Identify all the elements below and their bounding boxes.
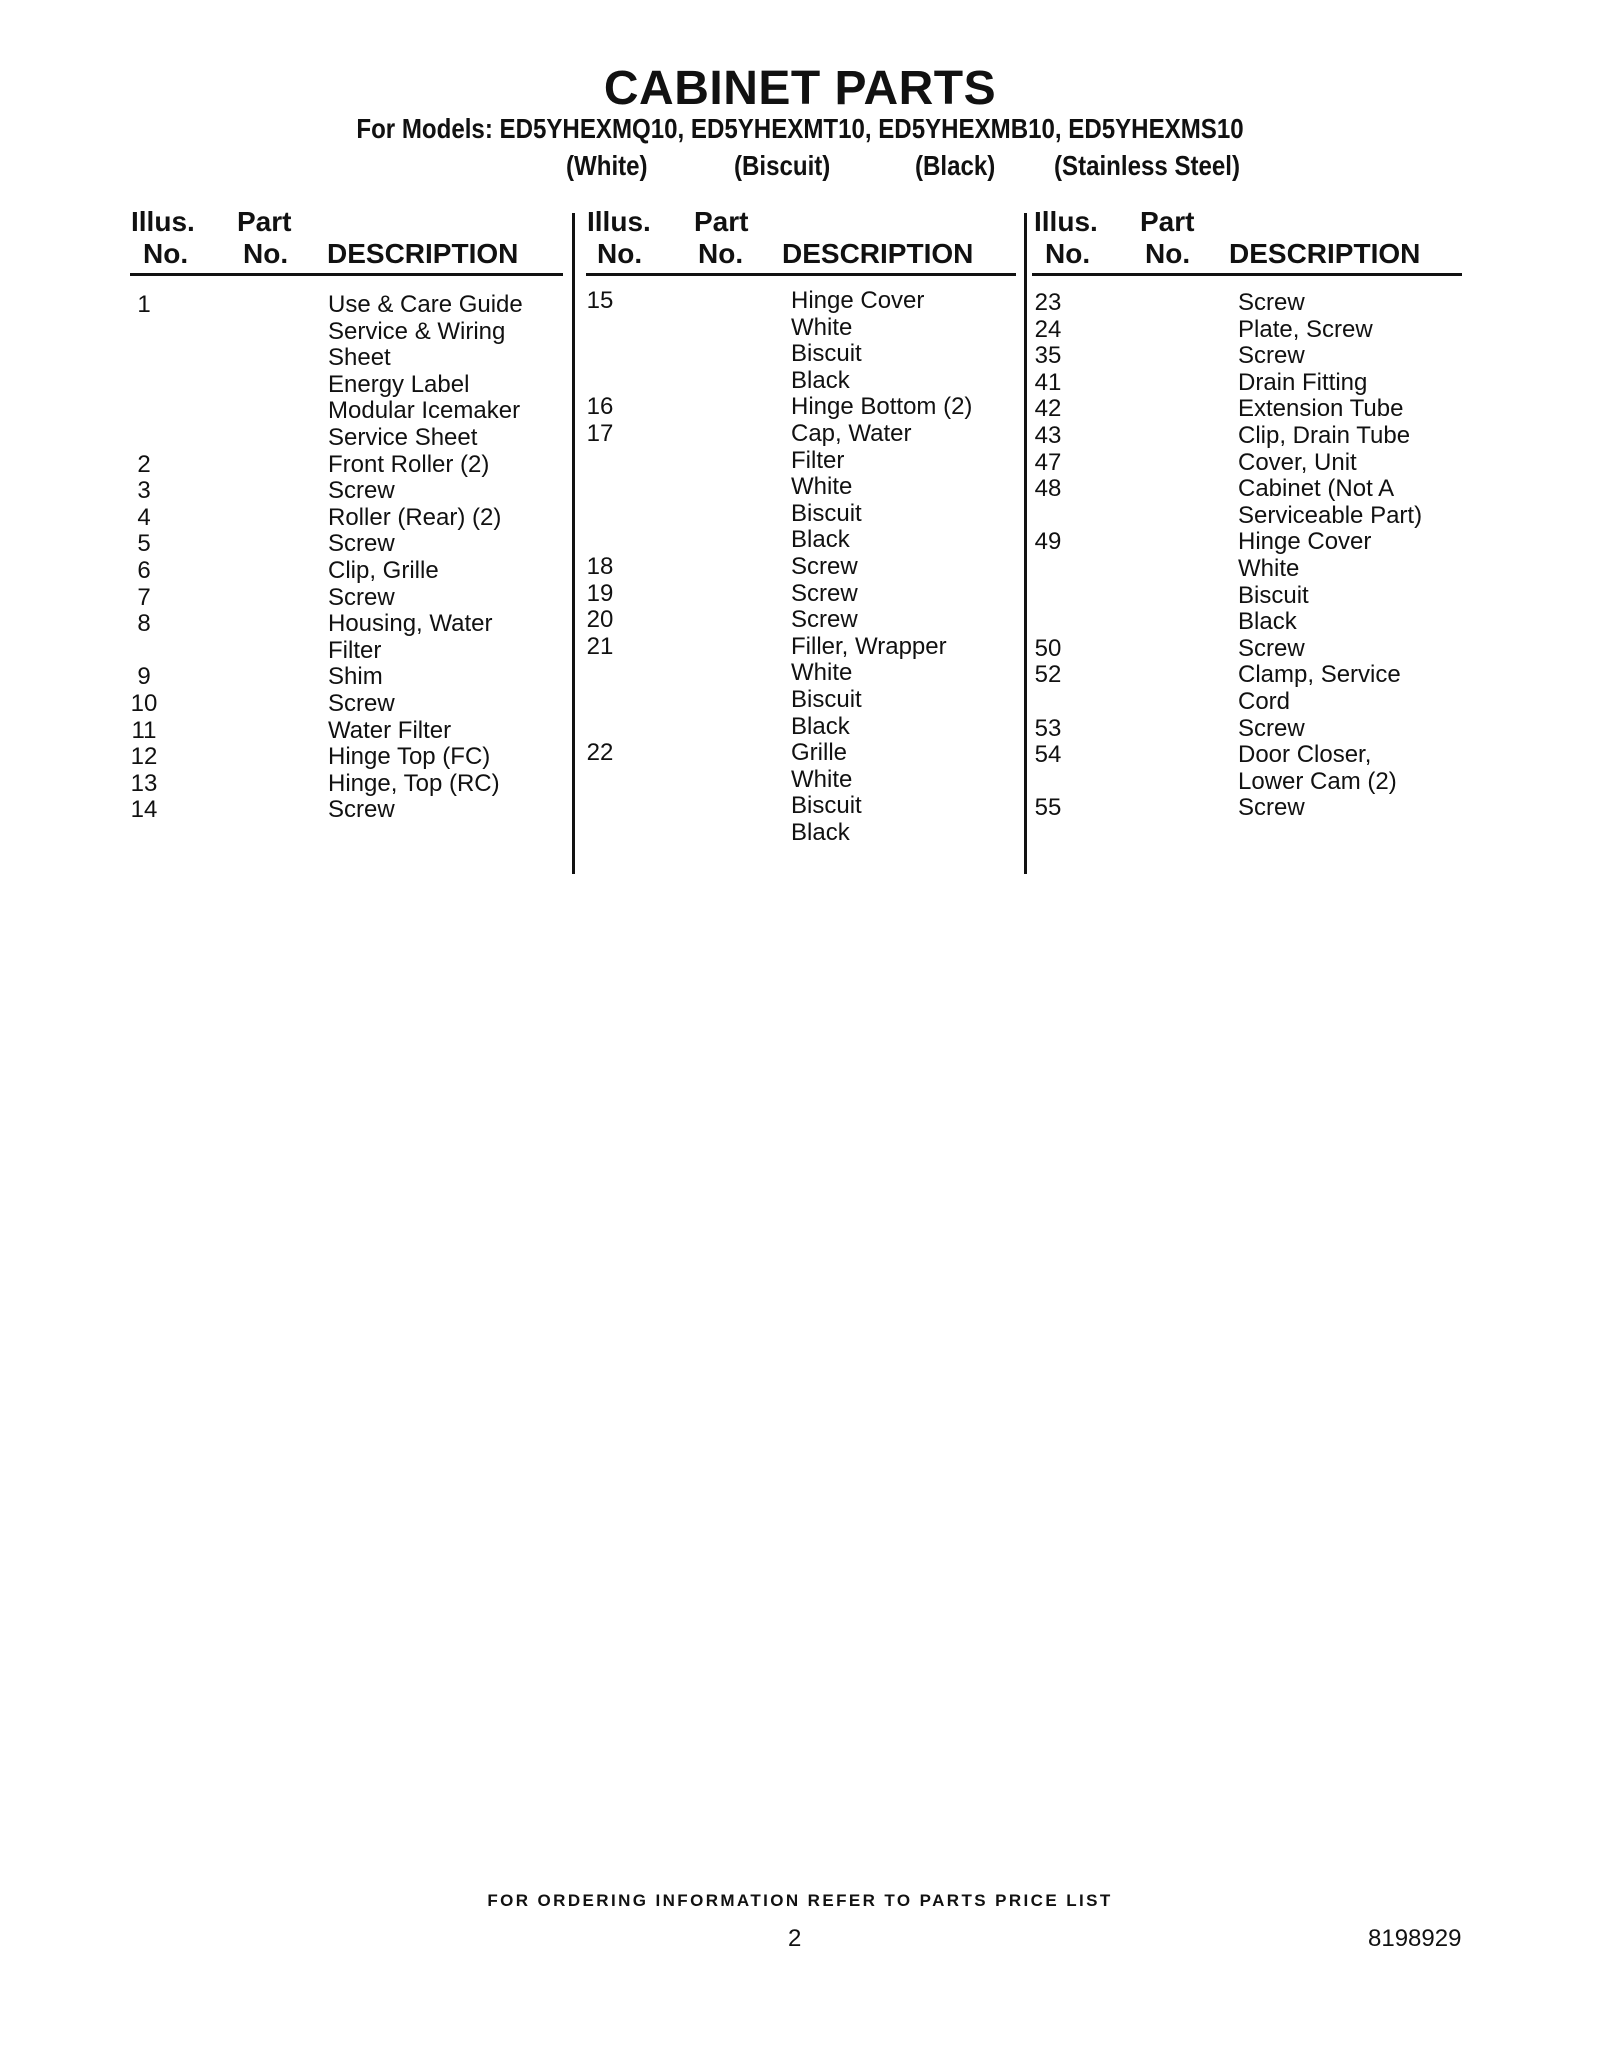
page-title: CABINET PARTS <box>603 62 997 115</box>
column-divider <box>572 213 575 874</box>
illus-number: 10 <box>130 689 158 717</box>
document-number: 8198929 <box>1368 1925 1462 1952</box>
part-description: Screw <box>328 530 395 558</box>
illus-number: 1 <box>137 291 151 318</box>
part-header: Part <box>237 206 292 237</box>
part-description: Biscuit <box>791 340 862 368</box>
part-description: Hinge Cover <box>1238 528 1372 556</box>
part-description: Biscuit <box>791 685 862 713</box>
illus-header: Illus. <box>587 206 651 237</box>
illus-number: 8 <box>137 610 151 638</box>
illus-number: 9 <box>137 663 151 691</box>
part-description: Screw <box>1238 634 1305 662</box>
illus-number: 53 <box>1034 714 1062 742</box>
part-description: Filter <box>328 636 382 664</box>
illus-number: 12 <box>130 743 158 771</box>
illus-number: 52 <box>1034 661 1062 689</box>
illus-number: 20 <box>586 606 614 634</box>
part-description: Extension Tube <box>1238 395 1404 423</box>
part-description: Roller (Rear) (2) <box>328 503 502 531</box>
part-description: White <box>791 473 853 501</box>
part-description: Cover, Unit <box>1238 448 1357 476</box>
illus-number: 23 <box>1034 289 1062 316</box>
variant-black: (Black) <box>915 150 996 181</box>
part-description: Filter <box>791 446 845 474</box>
illus-number: 19 <box>586 579 614 607</box>
color-variants <box>0 150 1600 186</box>
model-list: For Models: ED5YHEXMQ10, ED5YHEXMT10, ED5YHEXMB10, ED5YHEXMS10 <box>356 113 1244 144</box>
part-header: Part <box>694 206 749 237</box>
illus-number: 15 <box>586 287 614 314</box>
part-description: Screw <box>1238 289 1305 316</box>
column-2-rule <box>586 273 1016 276</box>
part-description: Hinge Cover <box>791 287 925 314</box>
illus-number: 16 <box>586 393 614 421</box>
illus-number: 14 <box>130 796 158 824</box>
part-description: Black <box>791 366 850 394</box>
part-description: Screw <box>1238 342 1305 370</box>
part-description: White <box>791 313 853 341</box>
part-description: Clip, Drain Tube <box>1238 421 1411 449</box>
part-description: Grille <box>791 739 848 767</box>
illus-header: Illus. <box>131 206 195 237</box>
part-description: Black <box>791 818 850 846</box>
illus-number: 17 <box>586 419 614 447</box>
illus-number: 47 <box>1034 448 1062 476</box>
variant-biscuit: (Biscuit) <box>734 150 831 181</box>
part-description: White <box>791 659 853 687</box>
part-description: Hinge Bottom (2) <box>791 393 973 421</box>
part-description: Biscuit <box>1238 581 1309 609</box>
part-description: Service & Wiring <box>328 317 506 345</box>
part-description: Lower Cam (2) <box>1238 767 1397 795</box>
part-description: Biscuit <box>791 499 862 527</box>
illus-number: 13 <box>130 769 158 797</box>
illus-number: 6 <box>137 556 151 584</box>
part-description: Plate, Screw <box>1238 315 1373 343</box>
part-description: Screw <box>328 583 395 611</box>
variant-stainless-steel: (Stainless Steel) <box>1054 150 1241 181</box>
part-description: White <box>791 765 853 793</box>
part-description: Serviceable Part) <box>1238 501 1423 529</box>
part-description: Screw <box>1238 794 1305 822</box>
illus-number: 41 <box>1034 368 1062 396</box>
illus-number: 55 <box>1034 794 1062 822</box>
illus-no-header: No. <box>597 238 643 269</box>
illus-number: 35 <box>1034 342 1062 370</box>
part-description: Biscuit <box>791 792 862 820</box>
illus-number: 48 <box>1034 475 1062 503</box>
variant-white: (White) <box>566 150 648 181</box>
part-description: Cord <box>1238 687 1291 715</box>
column-3-rule <box>1032 273 1462 276</box>
part-description: Energy Label <box>328 370 470 398</box>
part-no-header: No. <box>1145 238 1191 269</box>
part-description: White <box>1238 554 1300 582</box>
page-number: 2 <box>788 1925 802 1952</box>
part-description: Hinge, Top (RC) <box>328 769 500 797</box>
part-header: Part <box>1140 206 1195 237</box>
illus-number: 24 <box>1034 315 1062 343</box>
part-description: Filler, Wrapper <box>791 632 947 660</box>
part-description: Water Filter <box>328 716 452 744</box>
description-header: DESCRIPTION <box>327 238 519 269</box>
illus-number: 22 <box>586 739 614 767</box>
part-description: Use & Care Guide <box>328 291 523 318</box>
illus-number: 49 <box>1034 528 1062 556</box>
part-description: Drain Fitting <box>1238 368 1368 396</box>
part-description: Cap, Water <box>791 419 912 447</box>
illus-number: 3 <box>137 477 151 505</box>
illus-no-header: No. <box>1045 238 1091 269</box>
illus-header: Illus. <box>1034 206 1098 237</box>
part-description: Service Sheet <box>328 423 478 451</box>
part-description: Clip, Grille <box>328 556 439 584</box>
column-divider <box>1024 213 1027 874</box>
illus-number: 50 <box>1034 634 1062 662</box>
part-description: Screw <box>328 477 395 505</box>
part-description: Modular Icemaker <box>328 397 521 425</box>
part-description: Screw <box>1238 714 1305 742</box>
part-description: Clamp, Service <box>1238 661 1401 689</box>
part-description: Housing, Water <box>328 610 493 638</box>
part-description: Screw <box>328 796 395 824</box>
part-description: Screw <box>791 552 858 580</box>
part-description: Screw <box>791 579 858 607</box>
illus-number: 7 <box>137 583 151 611</box>
part-description: Black <box>791 712 850 740</box>
illus-no-header: No. <box>143 238 189 269</box>
illus-number: 2 <box>137 450 151 478</box>
illus-number: 5 <box>137 530 151 558</box>
part-description: Black <box>791 526 850 554</box>
part-description: Cabinet (Not A <box>1238 475 1395 503</box>
description-header: DESCRIPTION <box>782 238 974 269</box>
part-description: Screw <box>791 606 858 634</box>
ordering-note: FOR ORDERING INFORMATION REFER TO PARTS PRICE LIST <box>487 1891 1113 1910</box>
illus-number: 21 <box>586 632 614 660</box>
description-header: DESCRIPTION <box>1229 238 1421 269</box>
part-no-header: No. <box>243 238 289 269</box>
part-description: Hinge Top (FC) <box>328 743 491 771</box>
part-description: Black <box>1238 608 1297 636</box>
illus-number: 11 <box>131 716 157 744</box>
part-description: Sheet <box>328 344 391 372</box>
part-description: Screw <box>328 689 395 717</box>
illus-number: 42 <box>1034 395 1062 423</box>
illus-number: 54 <box>1034 741 1062 769</box>
illus-number: 43 <box>1034 421 1062 449</box>
illus-number: 4 <box>137 503 151 531</box>
column-1-rule <box>130 273 563 276</box>
part-description: Door Closer, <box>1238 741 1372 769</box>
illus-number: 18 <box>586 552 614 580</box>
part-description: Front Roller (2) <box>328 450 490 478</box>
part-description: Shim <box>328 663 383 691</box>
part-no-header: No. <box>698 238 744 269</box>
